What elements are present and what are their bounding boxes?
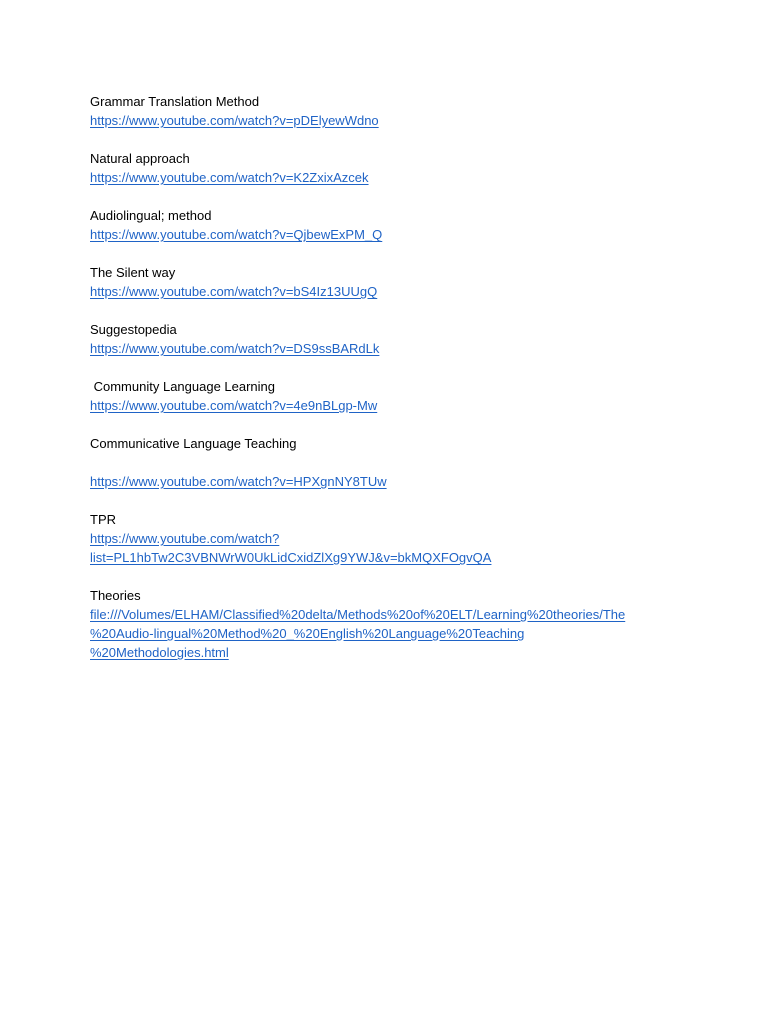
heading-silent-way: The Silent way [90, 265, 176, 280]
heading-community-language-learning: Community Language Learning [90, 379, 276, 394]
paragraph-spacer [90, 415, 690, 434]
link-tpr-line-1[interactable]: https://www.youtube.com/watch? [90, 531, 280, 546]
paragraph-spacer [90, 358, 690, 377]
heading-suggestopedia: Suggestopedia [90, 322, 177, 337]
link-audiolingual[interactable]: https://www.youtube.com/watch?v=QjbewExPM_Q [90, 227, 383, 242]
link-natural-approach[interactable]: https://www.youtube.com/watch?v=K2ZxixAzcek [90, 170, 369, 185]
heading-natural-approach: Natural approach [90, 151, 190, 166]
link-grammar-translation[interactable]: https://www.youtube.com/watch?v=pDElyewWdno [90, 113, 379, 128]
paragraph-spacer [90, 187, 690, 206]
paragraph-spacer [90, 130, 690, 149]
paragraph-spacer [90, 491, 690, 510]
link-community-language-learning[interactable]: https://www.youtube.com/watch?v=4e9nBLgp-Mw [90, 398, 378, 413]
heading-audiolingual: Audiolingual; method [90, 208, 212, 223]
document-body [90, 92, 690, 662]
heading-grammar-translation: Grammar Translation Method [90, 94, 260, 109]
link-communicative-language-teaching[interactable]: https://www.youtube.com/watch?v=HPXgnNY8TUw [90, 474, 387, 489]
paragraph-spacer [90, 301, 690, 320]
heading-theories: Theories [90, 588, 141, 603]
link-theories-line-2[interactable]: %20Audio-lingual%20Method%20_%20English%20Language%20Teaching [90, 626, 525, 641]
heading-communicative-language-teaching: Communicative Language Teaching [90, 436, 297, 451]
heading-tpr: TPR [90, 512, 116, 527]
link-tpr-line-2[interactable]: list=PL1hbTw2C3VBNWrW0UkLidCxidZlXg9YWJ&v=bkMQXFOgvQA [90, 550, 492, 565]
paragraph-spacer [90, 244, 690, 263]
link-theories-line-3[interactable]: %20Methodologies.html [90, 645, 229, 660]
link-suggestopedia[interactable]: https://www.youtube.com/watch?v=DS9ssBARdLk [90, 341, 380, 356]
paragraph-spacer [90, 453, 690, 472]
link-theories-line-1[interactable]: file:///Volumes/ELHAM/Classified%20delta/Methods%20of%20ELT/Learning%20theories/The [90, 607, 626, 622]
link-silent-way[interactable]: https://www.youtube.com/watch?v=bS4Iz13UUgQ [90, 284, 378, 299]
paragraph-spacer [90, 567, 690, 586]
